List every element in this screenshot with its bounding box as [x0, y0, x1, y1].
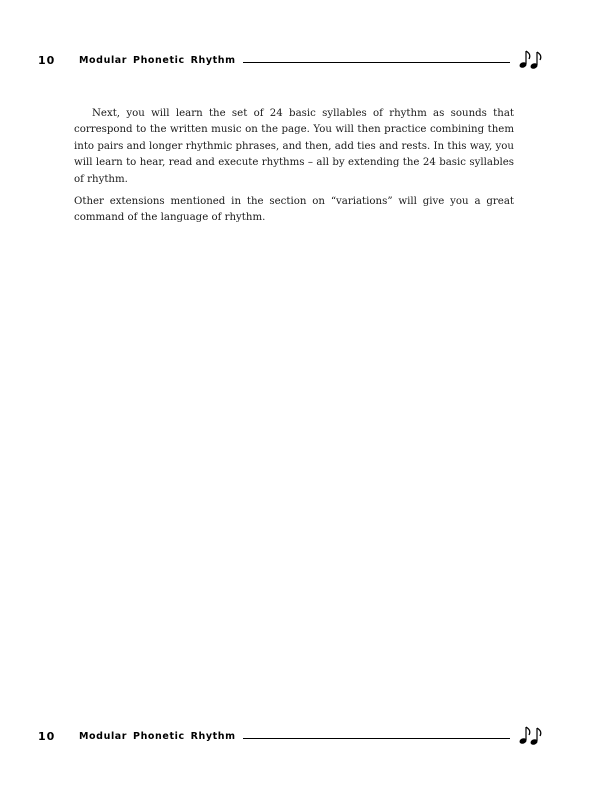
- body-text: [74, 106, 514, 233]
- footer-rule: [243, 738, 510, 739]
- double-eighth-notes-icon: [518, 48, 544, 70]
- paragraph-2: Other extensions mentioned in the section on “variations” will give you a great command of the language of rhythm.: [74, 196, 514, 224]
- page-number: 10: [38, 54, 56, 67]
- header-rule: [243, 62, 510, 63]
- footer-book-title: Modular Phonetic Rhythm: [79, 731, 236, 742]
- page-footer: [38, 728, 548, 748]
- paragraph-1: Next, you will learn the set of 24 basic syllables of rhythm as sounds that correspond to the written music on the page. You will then practice combining them into pairs and longer rhythmic phrases, and then, add ties and rests. In this way, you will learn to hear, read and execute rhythms – all by extending the 24 basic syllables of rhythm.: [74, 108, 514, 185]
- double-eighth-notes-icon: [518, 724, 544, 746]
- book-title: Modular Phonetic Rhythm: [79, 55, 236, 66]
- footer-page-number: 10: [38, 730, 56, 743]
- page-header: [38, 52, 548, 72]
